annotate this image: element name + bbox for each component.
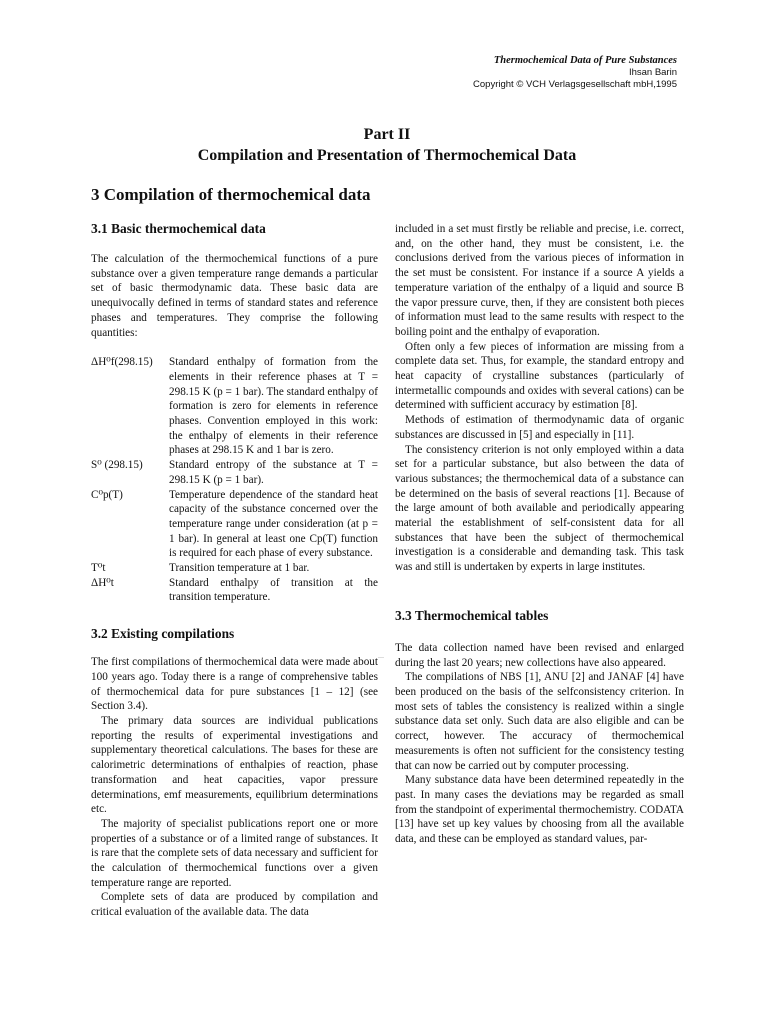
section-heading-3-3: 3.3 Thermochemical tables — [395, 607, 549, 623]
definition-row — [91, 458, 378, 487]
running-header — [473, 54, 677, 91]
definition-text: Transition temperature at 1 bar. — [169, 562, 310, 575]
part-title: Compilation and Presentation of Thermochemical Data — [197, 147, 577, 164]
definition-term: ΔH⁰t — [91, 576, 114, 589]
paragraph: The majority of specialist publications report one or more properties of a substance or of a limited range of substances. It is rare that the complete sets of data necessary and sufficient for the calculation of thermochemical functions over a given temperature range are reported. — [91, 817, 378, 889]
paragraph: The primary data sources are individual publications reporting the results of experimental investigations and supplementary theoretical calculations. The bases for these are calorimetric determinations of enthalpies of reaction, phase transformation and heat capacities, vapor pressure determinations, emf measurements, equilibrium determinations etc. — [91, 714, 378, 816]
definition-row — [91, 488, 378, 562]
paragraph: The compilations of NBS [1], ANU [2] and JANAF [4] have been produced on the basis of the selfconsistency criterion. In most sets of tables the consistency is realized within a single substance data set only. Such data are also eligible and can be correct, however. The accuracy of thermochemical measurements is often not sufficient for the consistency testing that can now be carried out by computer processing. — [395, 671, 684, 772]
paragraph: included in a set must firstly be reliable and precise, i.e. correct, and, on the other hand, they must be consistent, i.e. the conclusions derived from the various pieces of information in the set must be consistent. For instance if a source A yields a temperature variation of the enthalpy of a liquid and source B the vapor pressure curve, then, if they are consistent both pieces of information must lead to the same results with respect to the boiling point and the enthalpy of evaporation. — [395, 223, 684, 338]
paragraph: The first compilations of thermochemical data were made about 100 years ago. Today there is a range of comprehensive tables of thermochemical data for pure substances [1 – 12] (see Section 3.4). — [91, 656, 378, 713]
definition-list — [91, 355, 378, 605]
part-label: Part II — [363, 126, 411, 143]
section-heading-3-1: 3.1 Basic thermochemical data — [91, 221, 266, 236]
definition-text: Standard entropy of the substance at T = 298.15 K (p = 1 bar). — [169, 459, 378, 486]
chapter-title: 3 Compilation of thermochemical data — [91, 185, 371, 204]
paragraph: Many substance data have been determined repeatedly in the past. In many cases the deviations may be regarded as small from the standpoint of experimental thermochemistry. CODATA [13] have set up key values by choosing from all the available data, and these can be employed as standard values, par- — [395, 774, 684, 846]
definition-term: S⁰ (298.15) — [91, 459, 143, 472]
definition-row — [91, 561, 378, 576]
definition-text: Standard enthalpy of transition at the transition temperature. — [169, 576, 378, 604]
copyright-notice: Copyright © VCH Verlagsgesellschaft mbH,1995 — [473, 79, 677, 90]
definition-row — [91, 355, 378, 458]
book-title: Thermochemical Data of Pure Substances — [493, 55, 677, 66]
definition-row — [91, 576, 378, 605]
author-name: Ihsan Barin — [628, 67, 677, 78]
column-divider-mark — [378, 657, 384, 658]
definition-text: Standard enthalpy of formation from the elements in their reference phases at T = 298.15 K (p = 1 bar). The standard enthalpy of formation is zero for elements in reference phases. Convention employed in this work: the enthalpy of elements in their reference phases at 298.15 K and 1 bar is zero. — [169, 356, 378, 457]
definition-term: T⁰t — [91, 562, 106, 575]
paragraph: Methods of estimation of thermodynamic data of organic substances are discussed in [5] and especially in [11]. — [395, 414, 684, 441]
left-column — [91, 220, 378, 920]
section-heading-3-2: 3.2 Existing compilations — [91, 626, 235, 642]
definition-term: ΔH⁰f(298.15) — [91, 356, 153, 369]
paragraph: Complete sets of data are produced by compilation and critical evaluation of the available data. The data — [91, 891, 378, 919]
definition-term: C⁰p(T) — [91, 488, 123, 501]
definition-text: Temperature dependence of the standard heat capacity of the substance concerned over the temperature range under consideration (at p = 1 bar). In general at least one Cp(T) function is required for each phase of every substance. — [169, 488, 378, 560]
right-column — [395, 222, 684, 847]
paragraph: The consistency criterion is not only employed within a data set for a particular substance, but also between the data of various substances; the thermochemical data of a substance can be determined on the basis of several reactions [1]. Because of the large amount of both available and periodically appearing material the establishment of self-consistent data for all substances that have been the subject of thermochemical investigation is a considerable and demanding task. This task was and still is undertaken by experts in large institutes. — [395, 443, 684, 574]
paragraph: Often only a few pieces of information are missing from a complete data set. Thus, for example, the standard entropy and heat capacity of crystalline substances (particularly of intermetallic compounds and oxides with several cations) can be determined with sufficient accuracy by estimation [8]. — [395, 340, 684, 412]
paragraph: The data collection named have been revised and enlarged during the last 20 years; new collections have also appeared. — [395, 641, 684, 669]
intro-paragraph: The calculation of the thermochemical functions of a pure substance over a given temperature range demands a particular set of basic thermodynamic data. These basic data are unequivocally defined in terms of standard states and reference phases and temperatures. They comprise the following quantities: — [91, 253, 378, 339]
